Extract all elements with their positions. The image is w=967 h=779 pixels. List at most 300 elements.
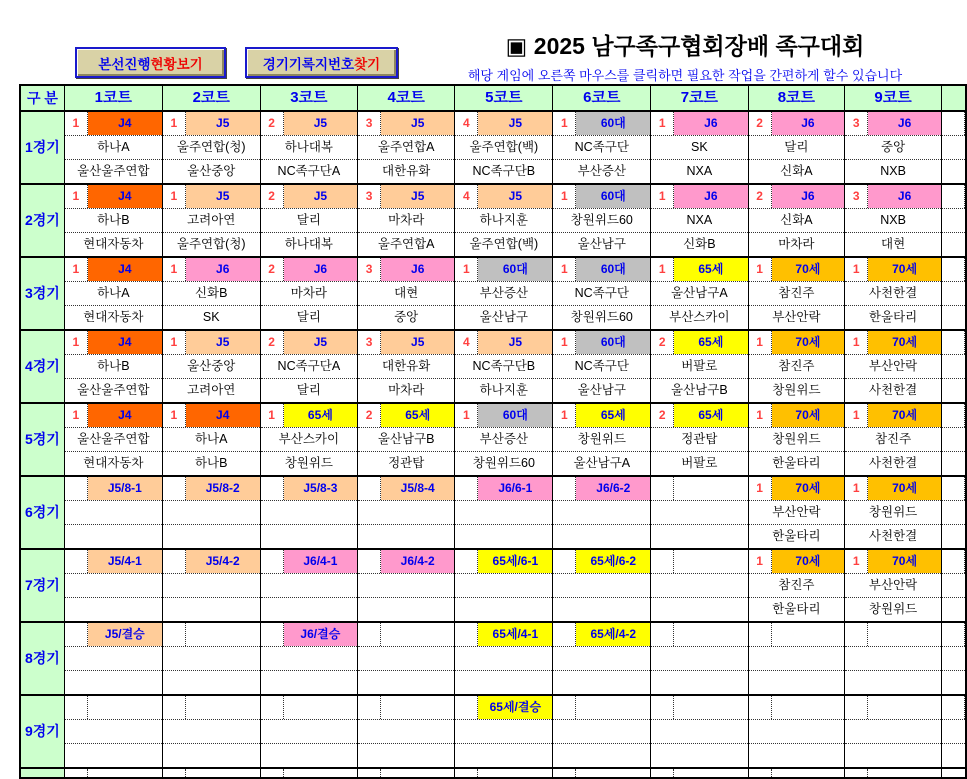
game-cell-category[interactable] bbox=[651, 622, 748, 647]
game-cell-category[interactable] bbox=[748, 403, 845, 428]
game-cell-category[interactable] bbox=[941, 257, 966, 282]
team2-cell[interactable]: SK bbox=[162, 306, 260, 331]
team2-cell[interactable]: 울산남구 bbox=[553, 233, 651, 258]
game-cell-category[interactable] bbox=[455, 403, 553, 428]
team1-cell[interactable]: 하나B bbox=[64, 355, 162, 379]
team2-cell[interactable]: 울주연합(청) bbox=[162, 233, 260, 258]
team1-cell[interactable]: 울주연합A bbox=[358, 136, 455, 160]
game-cell-category[interactable] bbox=[162, 403, 260, 428]
team1-cell[interactable] bbox=[64, 501, 162, 525]
game-cell-category[interactable] bbox=[358, 184, 455, 209]
game-cell-category[interactable] bbox=[553, 768, 651, 778]
team2-cell[interactable]: 신화A bbox=[748, 160, 845, 185]
main-progress-label-blue: 본선진행 bbox=[98, 53, 150, 73]
match-number bbox=[651, 769, 674, 777]
game-cell-category[interactable] bbox=[455, 622, 553, 647]
team2-cell[interactable] bbox=[455, 744, 553, 769]
team2-cell[interactable]: 현대자동차 bbox=[64, 452, 162, 477]
team2-cell[interactable]: 사천한결 bbox=[845, 525, 942, 550]
game-cell-category[interactable] bbox=[845, 695, 942, 720]
game-cell-category[interactable] bbox=[748, 695, 845, 720]
team1-cell[interactable]: 마차라 bbox=[358, 209, 455, 233]
game-cell-category[interactable] bbox=[162, 622, 260, 647]
team2-cell[interactable] bbox=[162, 598, 260, 623]
team2-cell[interactable]: 창원위드 bbox=[748, 379, 845, 404]
team1-cell[interactable] bbox=[162, 574, 260, 598]
category-label: J6/4-1 bbox=[284, 550, 357, 573]
game-cell-category[interactable] bbox=[64, 330, 162, 355]
team2-cell[interactable]: 사천한결 bbox=[845, 452, 942, 477]
team1-cell[interactable] bbox=[358, 647, 455, 671]
match-number bbox=[651, 550, 674, 573]
team1-cell[interactable]: NC족구단 bbox=[553, 355, 651, 379]
team2-cell[interactable] bbox=[455, 525, 553, 550]
team2-cell[interactable]: NXA bbox=[651, 160, 748, 185]
game-cell-category[interactable] bbox=[162, 549, 260, 574]
game-cell-category[interactable] bbox=[358, 257, 455, 282]
team1-cell[interactable] bbox=[64, 647, 162, 671]
team1-cell[interactable] bbox=[162, 501, 260, 525]
team1-cell[interactable]: NC족구단A bbox=[260, 355, 357, 379]
team2-cell[interactable] bbox=[260, 671, 357, 696]
team1-cell[interactable]: 부산스카이 bbox=[260, 428, 357, 452]
team2-cell[interactable]: 한울타리 bbox=[845, 306, 942, 331]
team2-cell[interactable]: 울산남구B bbox=[651, 379, 748, 404]
game-cell-category[interactable] bbox=[260, 257, 357, 282]
team2-cell[interactable] bbox=[651, 744, 748, 769]
game-cell-category[interactable] bbox=[941, 695, 966, 720]
team1-cell[interactable]: 하나A bbox=[162, 428, 260, 452]
game-cell-category[interactable] bbox=[651, 111, 748, 136]
team1-cell[interactable] bbox=[162, 720, 260, 744]
team1-cell[interactable]: NC족구단B bbox=[455, 355, 553, 379]
game-cell-category[interactable] bbox=[455, 184, 553, 209]
team1-cell[interactable] bbox=[748, 720, 845, 744]
team1-cell[interactable]: 울산남구A bbox=[651, 282, 748, 306]
game-cell-category[interactable] bbox=[941, 549, 966, 574]
game-cell-category[interactable] bbox=[651, 403, 748, 428]
game-cell-category[interactable] bbox=[941, 403, 966, 428]
game-cell-category[interactable] bbox=[941, 622, 966, 647]
court-header-2: 2코트 bbox=[162, 85, 260, 111]
match-number bbox=[845, 769, 868, 777]
team1-cell[interactable]: 대현 bbox=[358, 282, 455, 306]
game-cell-category[interactable] bbox=[260, 476, 357, 501]
team1-cell[interactable]: 참진주 bbox=[748, 282, 845, 306]
team2-cell[interactable]: 현대자동차 bbox=[64, 306, 162, 331]
team1-cell[interactable] bbox=[845, 720, 942, 744]
team1-cell[interactable] bbox=[845, 647, 942, 671]
team2-cell[interactable] bbox=[455, 598, 553, 623]
team2-cell[interactable]: 창원위드 bbox=[845, 598, 942, 623]
category-label: 60대 bbox=[576, 258, 650, 281]
game-cell-category[interactable] bbox=[64, 549, 162, 574]
team2-cell[interactable] bbox=[651, 598, 748, 623]
team1-cell[interactable]: 신화B bbox=[162, 282, 260, 306]
game-cell-category[interactable] bbox=[455, 695, 553, 720]
team1-cell[interactable]: 신화A bbox=[748, 209, 845, 233]
team1-cell[interactable] bbox=[651, 574, 748, 598]
team2-cell[interactable]: 한울타리 bbox=[748, 452, 845, 477]
team1-cell[interactable] bbox=[651, 501, 748, 525]
team1-cell[interactable]: 부산안락 bbox=[845, 574, 942, 598]
team2-cell[interactable]: 울산중앙 bbox=[162, 160, 260, 185]
team2-cell[interactable]: 버팔로 bbox=[651, 452, 748, 477]
game-cell-category[interactable] bbox=[941, 476, 966, 501]
game-cell-category[interactable] bbox=[455, 330, 553, 355]
game-cell-category[interactable] bbox=[162, 768, 260, 778]
game-cell-category[interactable] bbox=[455, 476, 553, 501]
team2-cell[interactable]: 하나B bbox=[162, 452, 260, 477]
match-number: 1 bbox=[553, 258, 576, 281]
game-cell-category[interactable] bbox=[260, 695, 357, 720]
game-cell-category[interactable] bbox=[358, 695, 455, 720]
team2-cell[interactable] bbox=[260, 744, 357, 769]
team1-cell[interactable]: 하나대복 bbox=[260, 136, 357, 160]
team1-cell[interactable]: 창원위드 bbox=[845, 501, 942, 525]
game-cell-category[interactable] bbox=[162, 330, 260, 355]
game-cell-category[interactable] bbox=[553, 403, 651, 428]
game-cell-category[interactable] bbox=[455, 768, 553, 778]
game-cell-category[interactable] bbox=[553, 184, 651, 209]
team2-cell[interactable]: 창원위드 bbox=[260, 452, 357, 477]
team2-cell[interactable]: 대현 bbox=[845, 233, 942, 258]
game-cell-category[interactable] bbox=[845, 622, 942, 647]
category-label: 70세 bbox=[772, 550, 845, 573]
game-cell-category[interactable] bbox=[260, 768, 357, 778]
game-cell-category[interactable] bbox=[162, 476, 260, 501]
game-cell-category[interactable] bbox=[651, 330, 748, 355]
game-cell-category[interactable] bbox=[748, 330, 845, 355]
game-cell-category[interactable] bbox=[845, 111, 942, 136]
team1-cell[interactable]: 대한유화 bbox=[358, 355, 455, 379]
team1-cell[interactable] bbox=[455, 647, 553, 671]
team1-cell[interactable] bbox=[260, 501, 357, 525]
team2-cell[interactable] bbox=[260, 598, 357, 623]
team1-cut bbox=[941, 501, 966, 525]
game-cell-category[interactable] bbox=[845, 476, 942, 501]
game-cell-category[interactable] bbox=[553, 549, 651, 574]
game-cell-category[interactable] bbox=[64, 403, 162, 428]
game-cell-category[interactable] bbox=[260, 549, 357, 574]
team2-cell[interactable] bbox=[162, 744, 260, 769]
team1-cell[interactable]: 부산안락 bbox=[845, 355, 942, 379]
team2-cell[interactable]: 부산스카이 bbox=[651, 306, 748, 331]
game-cell-category[interactable] bbox=[553, 111, 651, 136]
category-label: J4 bbox=[88, 112, 162, 135]
game-cell-category[interactable] bbox=[358, 768, 455, 778]
team1-cut bbox=[941, 720, 966, 744]
team1-cell[interactable]: 사천한결 bbox=[845, 282, 942, 306]
category-label: J6/6-2 bbox=[576, 477, 650, 500]
team1-cell[interactable]: 달리 bbox=[260, 209, 357, 233]
team2-cell[interactable] bbox=[651, 525, 748, 550]
team2-cell[interactable] bbox=[162, 671, 260, 696]
team2-cell[interactable]: 마차라 bbox=[748, 233, 845, 258]
team2-cell[interactable]: 창원위드60 bbox=[455, 452, 553, 477]
team1-cell[interactable]: SK bbox=[651, 136, 748, 160]
team2-cell[interactable] bbox=[358, 671, 455, 696]
team1-cell[interactable]: 부산증산 bbox=[455, 282, 553, 306]
team1-cell[interactable]: 부산안락 bbox=[748, 501, 845, 525]
game-block-8 bbox=[20, 622, 966, 695]
team2-cell[interactable]: 울산남구 bbox=[553, 379, 651, 404]
team1-cell[interactable] bbox=[651, 720, 748, 744]
game-cell-category[interactable] bbox=[651, 695, 748, 720]
team1-cell[interactable] bbox=[553, 574, 651, 598]
team1-cell[interactable] bbox=[553, 720, 651, 744]
team2-cell[interactable]: 달리 bbox=[260, 379, 357, 404]
game-cell-category[interactable] bbox=[941, 184, 966, 209]
team1-cell[interactable] bbox=[64, 720, 162, 744]
game-cell-category[interactable] bbox=[358, 330, 455, 355]
team2-cell[interactable] bbox=[64, 744, 162, 769]
game-cell-category[interactable] bbox=[162, 184, 260, 209]
game-cell-category[interactable] bbox=[358, 622, 455, 647]
court-header-1: 1코트 bbox=[64, 85, 162, 111]
team1-cell[interactable]: NC족구단 bbox=[553, 136, 651, 160]
team2-cell[interactable]: 부산증산 bbox=[553, 160, 651, 185]
game-cell-category[interactable] bbox=[748, 622, 845, 647]
match-number bbox=[358, 550, 381, 573]
game-cell-category[interactable] bbox=[651, 257, 748, 282]
team2-cell[interactable] bbox=[162, 525, 260, 550]
team2-cell[interactable]: NC족구단B bbox=[455, 160, 553, 185]
team2-cell[interactable]: 현대자동차 bbox=[64, 233, 162, 258]
team2-cell[interactable]: 사천한결 bbox=[845, 379, 942, 404]
game-cell-category[interactable] bbox=[651, 184, 748, 209]
game-cell-category[interactable] bbox=[651, 476, 748, 501]
match-number: 1 bbox=[65, 331, 88, 354]
game-cell-category[interactable] bbox=[748, 476, 845, 501]
team1-cell[interactable]: 부산증산 bbox=[455, 428, 553, 452]
game-cell-category[interactable] bbox=[941, 330, 966, 355]
team2-cell[interactable] bbox=[358, 744, 455, 769]
team2-cell[interactable]: 울주연합A bbox=[358, 233, 455, 258]
category-label bbox=[186, 696, 260, 719]
team2-cell[interactable]: 고려아연 bbox=[162, 379, 260, 404]
team2-cell[interactable]: 하나지훈 bbox=[455, 379, 553, 404]
team2-cell[interactable]: 마차라 bbox=[358, 379, 455, 404]
game-cell-category[interactable] bbox=[748, 768, 845, 778]
team1-cell[interactable] bbox=[162, 647, 260, 671]
team2-cell[interactable] bbox=[260, 525, 357, 550]
team2-cell[interactable]: 달리 bbox=[260, 306, 357, 331]
team2-cell[interactable]: 울산울주연합 bbox=[64, 160, 162, 185]
match-number bbox=[455, 623, 478, 646]
team1-cell[interactable]: 마차라 bbox=[260, 282, 357, 306]
team1-cell[interactable]: 창원위드 bbox=[553, 428, 651, 452]
team1-cell[interactable]: NXB bbox=[845, 209, 942, 233]
team2-cell[interactable]: 창원위드60 bbox=[553, 306, 651, 331]
match-number bbox=[942, 331, 965, 354]
game-cell-category[interactable] bbox=[941, 111, 966, 136]
team1-cell[interactable] bbox=[455, 574, 553, 598]
game-cell-category[interactable] bbox=[748, 257, 845, 282]
game-cell-category[interactable] bbox=[64, 476, 162, 501]
match-number: 3 bbox=[358, 112, 381, 135]
team1-cell[interactable]: 달리 bbox=[748, 136, 845, 160]
team1-cell[interactable] bbox=[455, 501, 553, 525]
category-label: 65세 bbox=[674, 404, 747, 427]
team1-cell[interactable] bbox=[64, 574, 162, 598]
game-cell-category[interactable] bbox=[64, 695, 162, 720]
team2-cell[interactable] bbox=[64, 525, 162, 550]
game-cell-category[interactable] bbox=[845, 330, 942, 355]
team2-cut bbox=[941, 525, 966, 550]
game-cell-category[interactable] bbox=[455, 549, 553, 574]
team1-cell[interactable]: 창원위드60 bbox=[553, 209, 651, 233]
team1-cell[interactable]: 참진주 bbox=[748, 574, 845, 598]
team2-cell[interactable]: 한울타리 bbox=[748, 598, 845, 623]
team1-cell[interactable]: 울산남구B bbox=[358, 428, 455, 452]
team1-cell[interactable]: 울산중앙 bbox=[162, 355, 260, 379]
game-cell-category[interactable] bbox=[64, 768, 162, 778]
game-cell-category[interactable] bbox=[651, 549, 748, 574]
team2-cell[interactable]: 정관탑 bbox=[358, 452, 455, 477]
team2-cell[interactable]: 울산남구A bbox=[553, 452, 651, 477]
team1-cell[interactable] bbox=[358, 501, 455, 525]
team1-cell[interactable]: 울주연합(백) bbox=[455, 136, 553, 160]
team2-cell[interactable] bbox=[553, 671, 651, 696]
team1-cell[interactable] bbox=[260, 647, 357, 671]
category-label: 65세 bbox=[576, 404, 650, 427]
team2-cell[interactable] bbox=[553, 525, 651, 550]
game-cell-category[interactable] bbox=[748, 111, 845, 136]
team2-cell[interactable]: 신화B bbox=[651, 233, 748, 258]
team1-cell[interactable]: NXA bbox=[651, 209, 748, 233]
game-cell-category[interactable] bbox=[260, 184, 357, 209]
main-progress-button[interactable] bbox=[75, 47, 226, 78]
team1-cell[interactable]: 정관탑 bbox=[651, 428, 748, 452]
team1-cell[interactable]: 하나B bbox=[64, 209, 162, 233]
game-cell-category[interactable] bbox=[64, 622, 162, 647]
team1-cell[interactable]: 중앙 bbox=[845, 136, 942, 160]
team2-cell[interactable] bbox=[64, 598, 162, 623]
game-cell-category[interactable] bbox=[260, 330, 357, 355]
game-cell-category[interactable] bbox=[358, 403, 455, 428]
game-cell-category[interactable] bbox=[845, 768, 942, 778]
team2-cell[interactable]: NC족구단A bbox=[260, 160, 357, 185]
team1-cell[interactable]: NC족구단 bbox=[553, 282, 651, 306]
team1-cut bbox=[941, 136, 966, 160]
team2-cell[interactable]: 울산남구 bbox=[455, 306, 553, 331]
game-cell-category[interactable] bbox=[358, 476, 455, 501]
game-cell-category[interactable] bbox=[553, 330, 651, 355]
team1-cell[interactable]: 하나A bbox=[64, 136, 162, 160]
game-cell-category[interactable] bbox=[358, 111, 455, 136]
team2-cell[interactable] bbox=[358, 598, 455, 623]
team2-cell[interactable] bbox=[358, 525, 455, 550]
match-number bbox=[651, 477, 674, 500]
team1-cell[interactable]: 울산울주연합 bbox=[64, 428, 162, 452]
team2-cell[interactable]: 울주연합(백) bbox=[455, 233, 553, 258]
team2-cell[interactable] bbox=[651, 671, 748, 696]
team2-cell[interactable]: 대한유화 bbox=[358, 160, 455, 185]
team1-cell[interactable] bbox=[553, 501, 651, 525]
court-header-7: 7코트 bbox=[651, 85, 748, 111]
team1-cell[interactable] bbox=[748, 647, 845, 671]
game-cell-category[interactable] bbox=[162, 111, 260, 136]
team1-cell[interactable] bbox=[358, 574, 455, 598]
team1-cell[interactable]: 고려아연 bbox=[162, 209, 260, 233]
team1-cell[interactable] bbox=[260, 574, 357, 598]
game-cell-category[interactable] bbox=[845, 549, 942, 574]
game-cell-category[interactable] bbox=[748, 184, 845, 209]
game-cell-category[interactable] bbox=[845, 257, 942, 282]
game-cell-category[interactable] bbox=[64, 257, 162, 282]
game-cell-category[interactable] bbox=[553, 695, 651, 720]
team2-cell[interactable]: 한울타리 bbox=[748, 525, 845, 550]
game-cell-category[interactable] bbox=[64, 111, 162, 136]
team2-cell[interactable] bbox=[748, 744, 845, 769]
game-cell-category[interactable] bbox=[64, 184, 162, 209]
game-cell-category[interactable] bbox=[845, 403, 942, 428]
team1-cell[interactable]: 하나지훈 bbox=[455, 209, 553, 233]
team1-cell[interactable] bbox=[553, 647, 651, 671]
team1-cell[interactable] bbox=[455, 720, 553, 744]
team2-cell[interactable] bbox=[553, 744, 651, 769]
game-cell-category[interactable] bbox=[455, 257, 553, 282]
game-cell-category[interactable] bbox=[162, 257, 260, 282]
team2-cut bbox=[941, 598, 966, 623]
category-label: J5 bbox=[381, 331, 454, 354]
match-number: 1 bbox=[749, 550, 772, 573]
team2-cell[interactable]: 부산안락 bbox=[748, 306, 845, 331]
match-number: 1 bbox=[749, 477, 772, 500]
game-cell-category[interactable] bbox=[651, 768, 748, 778]
team2-cell[interactable] bbox=[748, 671, 845, 696]
team2-cut bbox=[941, 306, 966, 331]
team1-cell[interactable]: 하나A bbox=[64, 282, 162, 306]
team2-cell[interactable]: NXB bbox=[845, 160, 942, 185]
game-cell-category[interactable] bbox=[358, 549, 455, 574]
game-cell-category[interactable] bbox=[162, 695, 260, 720]
category-label bbox=[868, 623, 941, 646]
game-cell-category[interactable] bbox=[553, 476, 651, 501]
game-cell-category[interactable] bbox=[260, 622, 357, 647]
match-number bbox=[942, 623, 965, 646]
team2-cell[interactable] bbox=[845, 744, 942, 769]
game-cell-category[interactable] bbox=[748, 549, 845, 574]
team2-cell[interactable]: 중앙 bbox=[358, 306, 455, 331]
game-cell-category[interactable] bbox=[553, 257, 651, 282]
team2-cell[interactable] bbox=[455, 671, 553, 696]
team2-cut bbox=[941, 744, 966, 769]
game-cell-category[interactable] bbox=[455, 111, 553, 136]
team1-cell[interactable]: 참진주 bbox=[748, 355, 845, 379]
game-cell-category[interactable] bbox=[553, 622, 651, 647]
game-cell-category[interactable] bbox=[260, 111, 357, 136]
team1-cell[interactable] bbox=[651, 647, 748, 671]
team1-cell[interactable]: 참진주 bbox=[845, 428, 942, 452]
team2-cell[interactable]: 하나대복 bbox=[260, 233, 357, 258]
team2-cell[interactable]: 울산울주연합 bbox=[64, 379, 162, 404]
match-number bbox=[942, 477, 965, 500]
team1-cell[interactable] bbox=[358, 720, 455, 744]
team1-cell[interactable] bbox=[260, 720, 357, 744]
game-cell-category[interactable] bbox=[845, 184, 942, 209]
team2-cell[interactable] bbox=[553, 598, 651, 623]
record-number-search-button[interactable] bbox=[245, 47, 398, 78]
category-label: J6 bbox=[772, 185, 845, 208]
team2-cell[interactable] bbox=[64, 671, 162, 696]
team1-cell[interactable]: 울주연합(청) bbox=[162, 136, 260, 160]
team2-cell[interactable] bbox=[845, 671, 942, 696]
game-cell-category[interactable] bbox=[260, 403, 357, 428]
team1-cell[interactable]: 버팔로 bbox=[651, 355, 748, 379]
team1-cell[interactable]: 창원위드 bbox=[748, 428, 845, 452]
